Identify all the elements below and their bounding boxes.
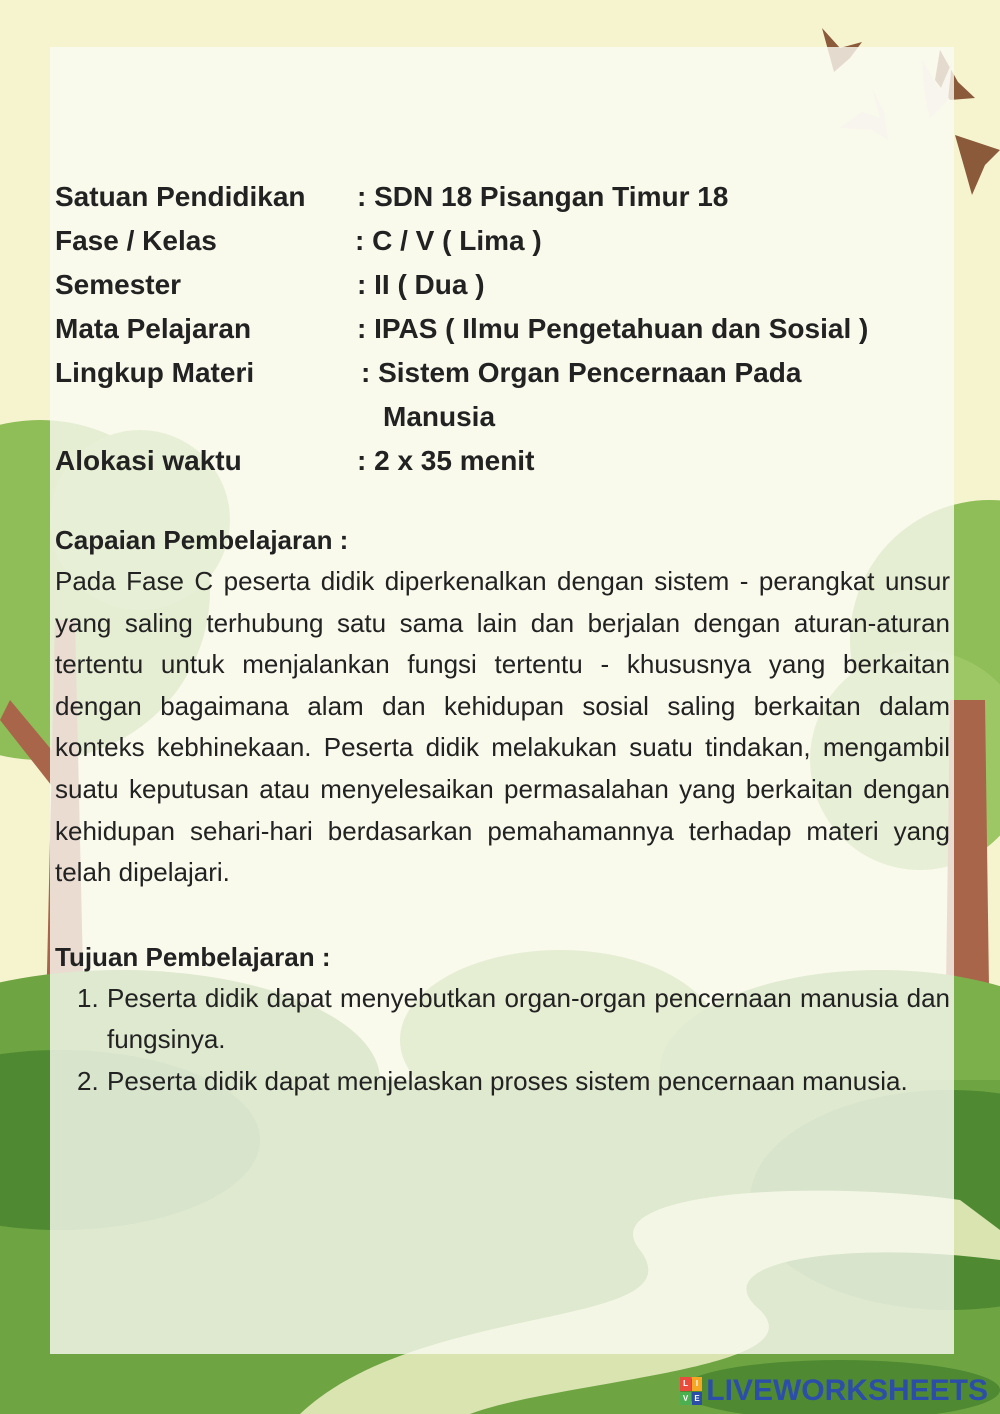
info-label: Semester xyxy=(55,269,182,300)
liveworksheets-brand[interactable] xyxy=(680,1374,988,1408)
list-text: Peserta didik dapat menjelaskan proses sistem pencernaan manusia. xyxy=(107,1065,908,1096)
info-value: : IPAS ( Ilmu Pengetahuan dan Sosial ) xyxy=(357,313,869,344)
info-row-semester xyxy=(55,263,950,307)
info-value: : 2 x 35 menit xyxy=(357,445,535,476)
tujuan-title: Tujuan Pembelajaran : xyxy=(55,941,331,972)
brand-name: LIVEWORKSHEETS xyxy=(706,1374,988,1407)
identity-table xyxy=(55,175,950,483)
list-item xyxy=(55,1061,950,1103)
info-row-fase xyxy=(55,219,950,263)
info-label: Fase / Kelas xyxy=(55,225,217,256)
list-item xyxy=(55,978,950,1061)
info-row-satuan xyxy=(55,175,950,219)
liveworksheets-logo-icon: L I V E xyxy=(680,1377,702,1405)
capaian-text: Pada Fase C peserta didik diperkenalkan dengan sistem - perangkat unsur yang saling terhubung satu sama lain dan berjalan dengan aturan-aturan tertentu untuk menjalankan fungsi tertentu - khususnya yang berkaitan dengan bagaimana alam dan kehidupan sosial saling berkaitan dalam konteks kebhinekaan. Peserta didik melakukan suatu tindakan, mengambil suatu keputusan atau menyelesaikan permasalahan yang berkaitan dengan kehidupan sehari-hari berdasarkan pemahamannya terhadap materi yang telah dipelajari. xyxy=(55,566,950,888)
info-value: : Sistem Organ Pencernaan Pada xyxy=(361,357,802,388)
list-text: Peserta didik dapat menyebutkan organ-organ pencernaan manusia dan fungsinya. xyxy=(107,982,950,1055)
info-value: : II ( Dua ) xyxy=(357,269,485,300)
list-number: 2. xyxy=(77,1065,99,1096)
info-value: : C / V ( Lima ) xyxy=(355,225,542,256)
info-row-alokasi xyxy=(55,439,950,483)
info-label: Lingkup Materi xyxy=(55,357,255,388)
info-value: : SDN 18 Pisangan Timur 18 xyxy=(357,181,729,212)
info-label: Satuan Pendidikan xyxy=(55,181,306,212)
tujuan-list xyxy=(55,978,950,1103)
info-value-continuation: Manusia xyxy=(383,401,496,432)
info-row-lingkup xyxy=(55,351,950,439)
info-row-mapel xyxy=(55,307,950,351)
info-label: Mata Pelajaran xyxy=(55,313,252,344)
capaian-title: Capaian Pembelajaran : xyxy=(55,525,349,555)
list-number: 1. xyxy=(77,982,99,1013)
info-label: Alokasi waktu xyxy=(55,445,242,476)
lesson-content xyxy=(55,175,950,1103)
